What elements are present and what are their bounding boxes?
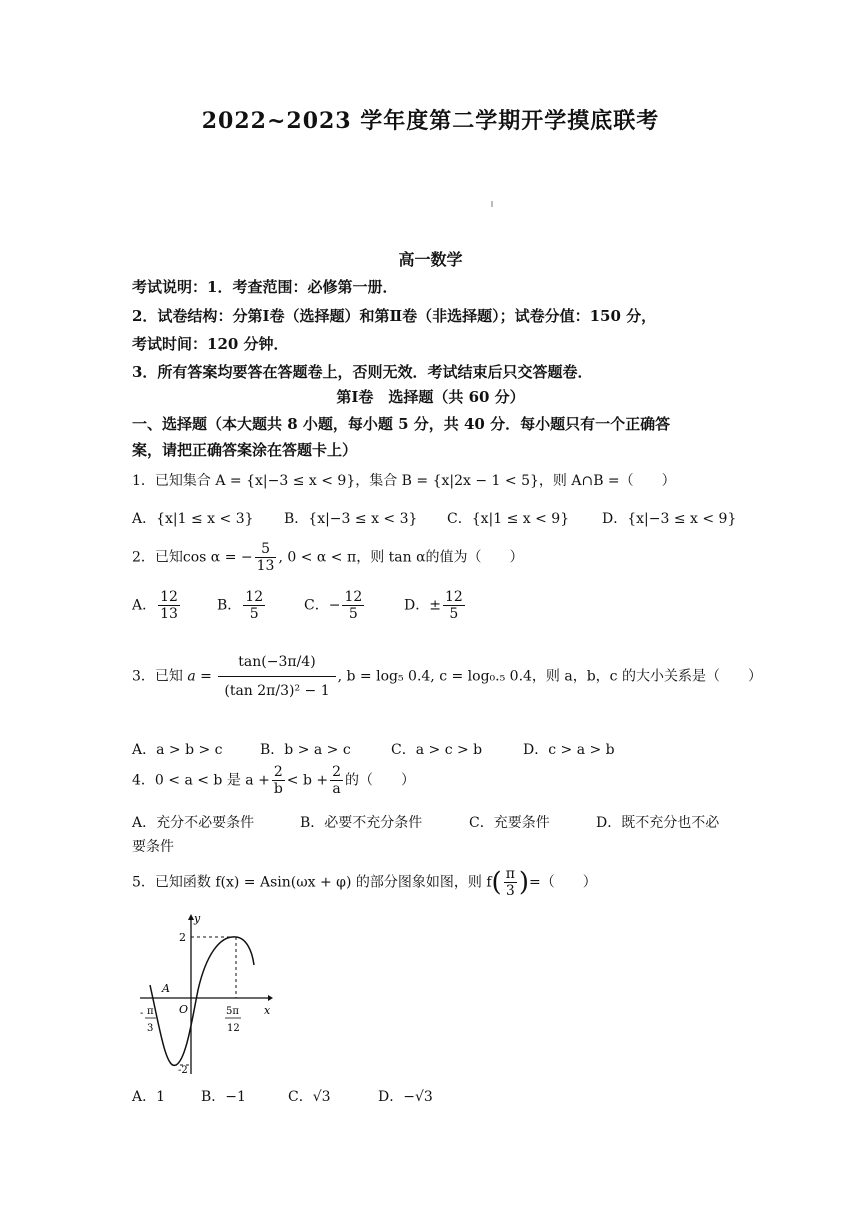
fraction-num: 12 [160, 589, 178, 605]
instruction-line-3: 考试时间：120 分钟． [132, 335, 289, 353]
question-1-option-b: B．{x|−3 ≤ x < 3} [284, 511, 418, 527]
left-tick-sign: - [140, 1008, 144, 1019]
question-3-prefix: 3．已知 [132, 668, 183, 685]
question-3-suffix: , b = log₅ 0.4, c = log₀.₅ 0.4，则 a，b，c 的大小关系是（ ） [337, 668, 762, 685]
instruction-line-2: 2．试卷结构：分第Ⅰ卷（选择题）和第Ⅱ卷（非选择题）；试卷分值：150 分， [132, 307, 657, 325]
section-heading: 第Ⅰ卷 选择题（共 60 分） [336, 388, 525, 406]
question-5-option-a: A．1 [132, 1089, 166, 1105]
fraction-num: 12 [344, 589, 363, 605]
fraction-den: 5 [348, 606, 358, 623]
question-5-option-d: D．−√3 [378, 1089, 433, 1105]
question-3-fraction [218, 648, 335, 705]
right-tick-den: 12 [227, 1023, 240, 1034]
option-label: A． [132, 597, 157, 614]
option-fraction [243, 589, 265, 622]
question-4-suffix: 的（ ） [345, 772, 416, 789]
fraction-num: 2 [332, 764, 342, 780]
question-4-fraction-2 [330, 764, 343, 797]
option-fraction [158, 589, 180, 622]
question-4-prefix: 4．0 < a < b 是 a + [132, 772, 270, 789]
question-4-option-d: D．既不充分也不必 [596, 815, 720, 831]
instruction-line-4: 3．所有答案均要答在答题卷上，否则无效．考试结束后只交答题卷． [132, 363, 593, 381]
question-1-stem: 1．已知集合 A = {x|−3 ≤ x < 9}，集合 B = {x|2x − 1 < 5}，则 A∩B =（ ） [132, 473, 676, 489]
option-fraction [342, 589, 364, 622]
scan-speck [491, 201, 493, 207]
question-2-option-c [304, 589, 366, 622]
fraction-den: 5 [449, 606, 459, 623]
part-instruction-line-2: 案，请把正确答案涂在答题卡上） [132, 441, 358, 459]
left-paren: ( [491, 867, 502, 898]
question-5-graph [134, 910, 274, 1080]
question-2-den: 13 [256, 558, 275, 575]
question-4-fraction-1 [272, 764, 285, 797]
option-label: B． [217, 597, 242, 614]
point-a-label: A [162, 982, 170, 995]
question-5-option-c: C．√3 [288, 1089, 331, 1105]
question-3-option-d: D．c > a > b [523, 742, 615, 758]
question-5-option-b: B．−1 [201, 1089, 246, 1105]
right-tick-num: 5π [226, 1006, 239, 1017]
question-5-stem [132, 866, 597, 899]
question-3-numerator: tan(−3π/4) [218, 648, 335, 677]
question-2-num: 5 [255, 541, 277, 558]
fraction-num: 2 [272, 764, 285, 781]
fraction-den: 3 [505, 883, 515, 900]
option-label: C．− [304, 597, 341, 614]
question-3-variable: a = [187, 668, 212, 685]
max-value-label: 2 [179, 931, 186, 944]
question-1-option-d: D．{x|−3 ≤ x < 9} [602, 511, 737, 527]
option-fraction [443, 589, 465, 622]
fraction-num: 12 [245, 589, 264, 605]
fraction-den: a [332, 781, 341, 798]
fraction-den: 5 [249, 606, 259, 623]
question-2-option-d [404, 589, 467, 622]
question-3-stem [132, 648, 762, 705]
question-3-option-b: B．b > a > c [260, 742, 351, 758]
left-tick-den: 3 [147, 1023, 154, 1034]
question-4-option-a: A．充分不必要条件 [132, 815, 255, 831]
y-axis-label: y [194, 912, 201, 925]
question-4-option-d-continued: 要条件 [132, 839, 174, 855]
question-3-option-c: C．a > c > b [391, 742, 483, 758]
question-5-prefix: 5．已知函数 f(x) = Asin(ωx + φ) 的部分图象如图，则 f [132, 874, 492, 891]
exam-title: 2022~2023 学年度第二学期开学摸底联考 [201, 108, 660, 134]
fraction-num: π [505, 866, 515, 882]
question-4-stem [132, 764, 415, 797]
part-instruction-line-1: 一、选择题（本大题共 8 小题，每小题 5 分，共 40 分．每小题只有一个正确答 [132, 415, 671, 433]
question-4-option-b: B．必要不充分条件 [300, 815, 423, 831]
question-3-denominator: (tan 2π/3)² − 1 [224, 683, 330, 700]
question-1-option-a: A．{x|1 ≤ x < 3} [132, 511, 254, 527]
question-5-suffix: =（ ） [529, 874, 597, 891]
x-axis-label: x [264, 1004, 271, 1017]
question-4-option-c: C．充要条件 [469, 815, 550, 831]
question-2-fraction [255, 541, 277, 574]
question-5-argument [504, 866, 517, 899]
min-value-label: -2 [178, 1065, 188, 1076]
sine-curve [150, 937, 254, 1066]
question-1-option-c: C．{x|1 ≤ x < 9} [447, 511, 570, 527]
fraction-den: b [273, 781, 283, 798]
fraction-den: 13 [160, 606, 178, 623]
question-2-suffix: , 0 < α < π，则 tan α的值为（ ） [278, 549, 524, 566]
subject-heading: 高一数学 [398, 250, 463, 269]
question-2-option-a [132, 589, 182, 622]
instruction-line-1: 考试说明：1．考查范围：必修第一册． [132, 278, 398, 296]
question-3-option-a: A．a > b > c [132, 742, 223, 758]
x-axis-arrow [268, 995, 273, 1001]
question-2-option-b [217, 589, 267, 622]
origin-label: O [179, 1003, 189, 1016]
left-tick-num: π [147, 1006, 154, 1017]
question-2-stem [132, 541, 524, 574]
option-label: D．± [404, 597, 441, 614]
right-paren: ) [518, 867, 530, 898]
question-2-prefix: 2．已知cos α = − [132, 549, 253, 566]
question-4-middle: < b + [286, 772, 329, 789]
fraction-num: 12 [444, 589, 463, 605]
